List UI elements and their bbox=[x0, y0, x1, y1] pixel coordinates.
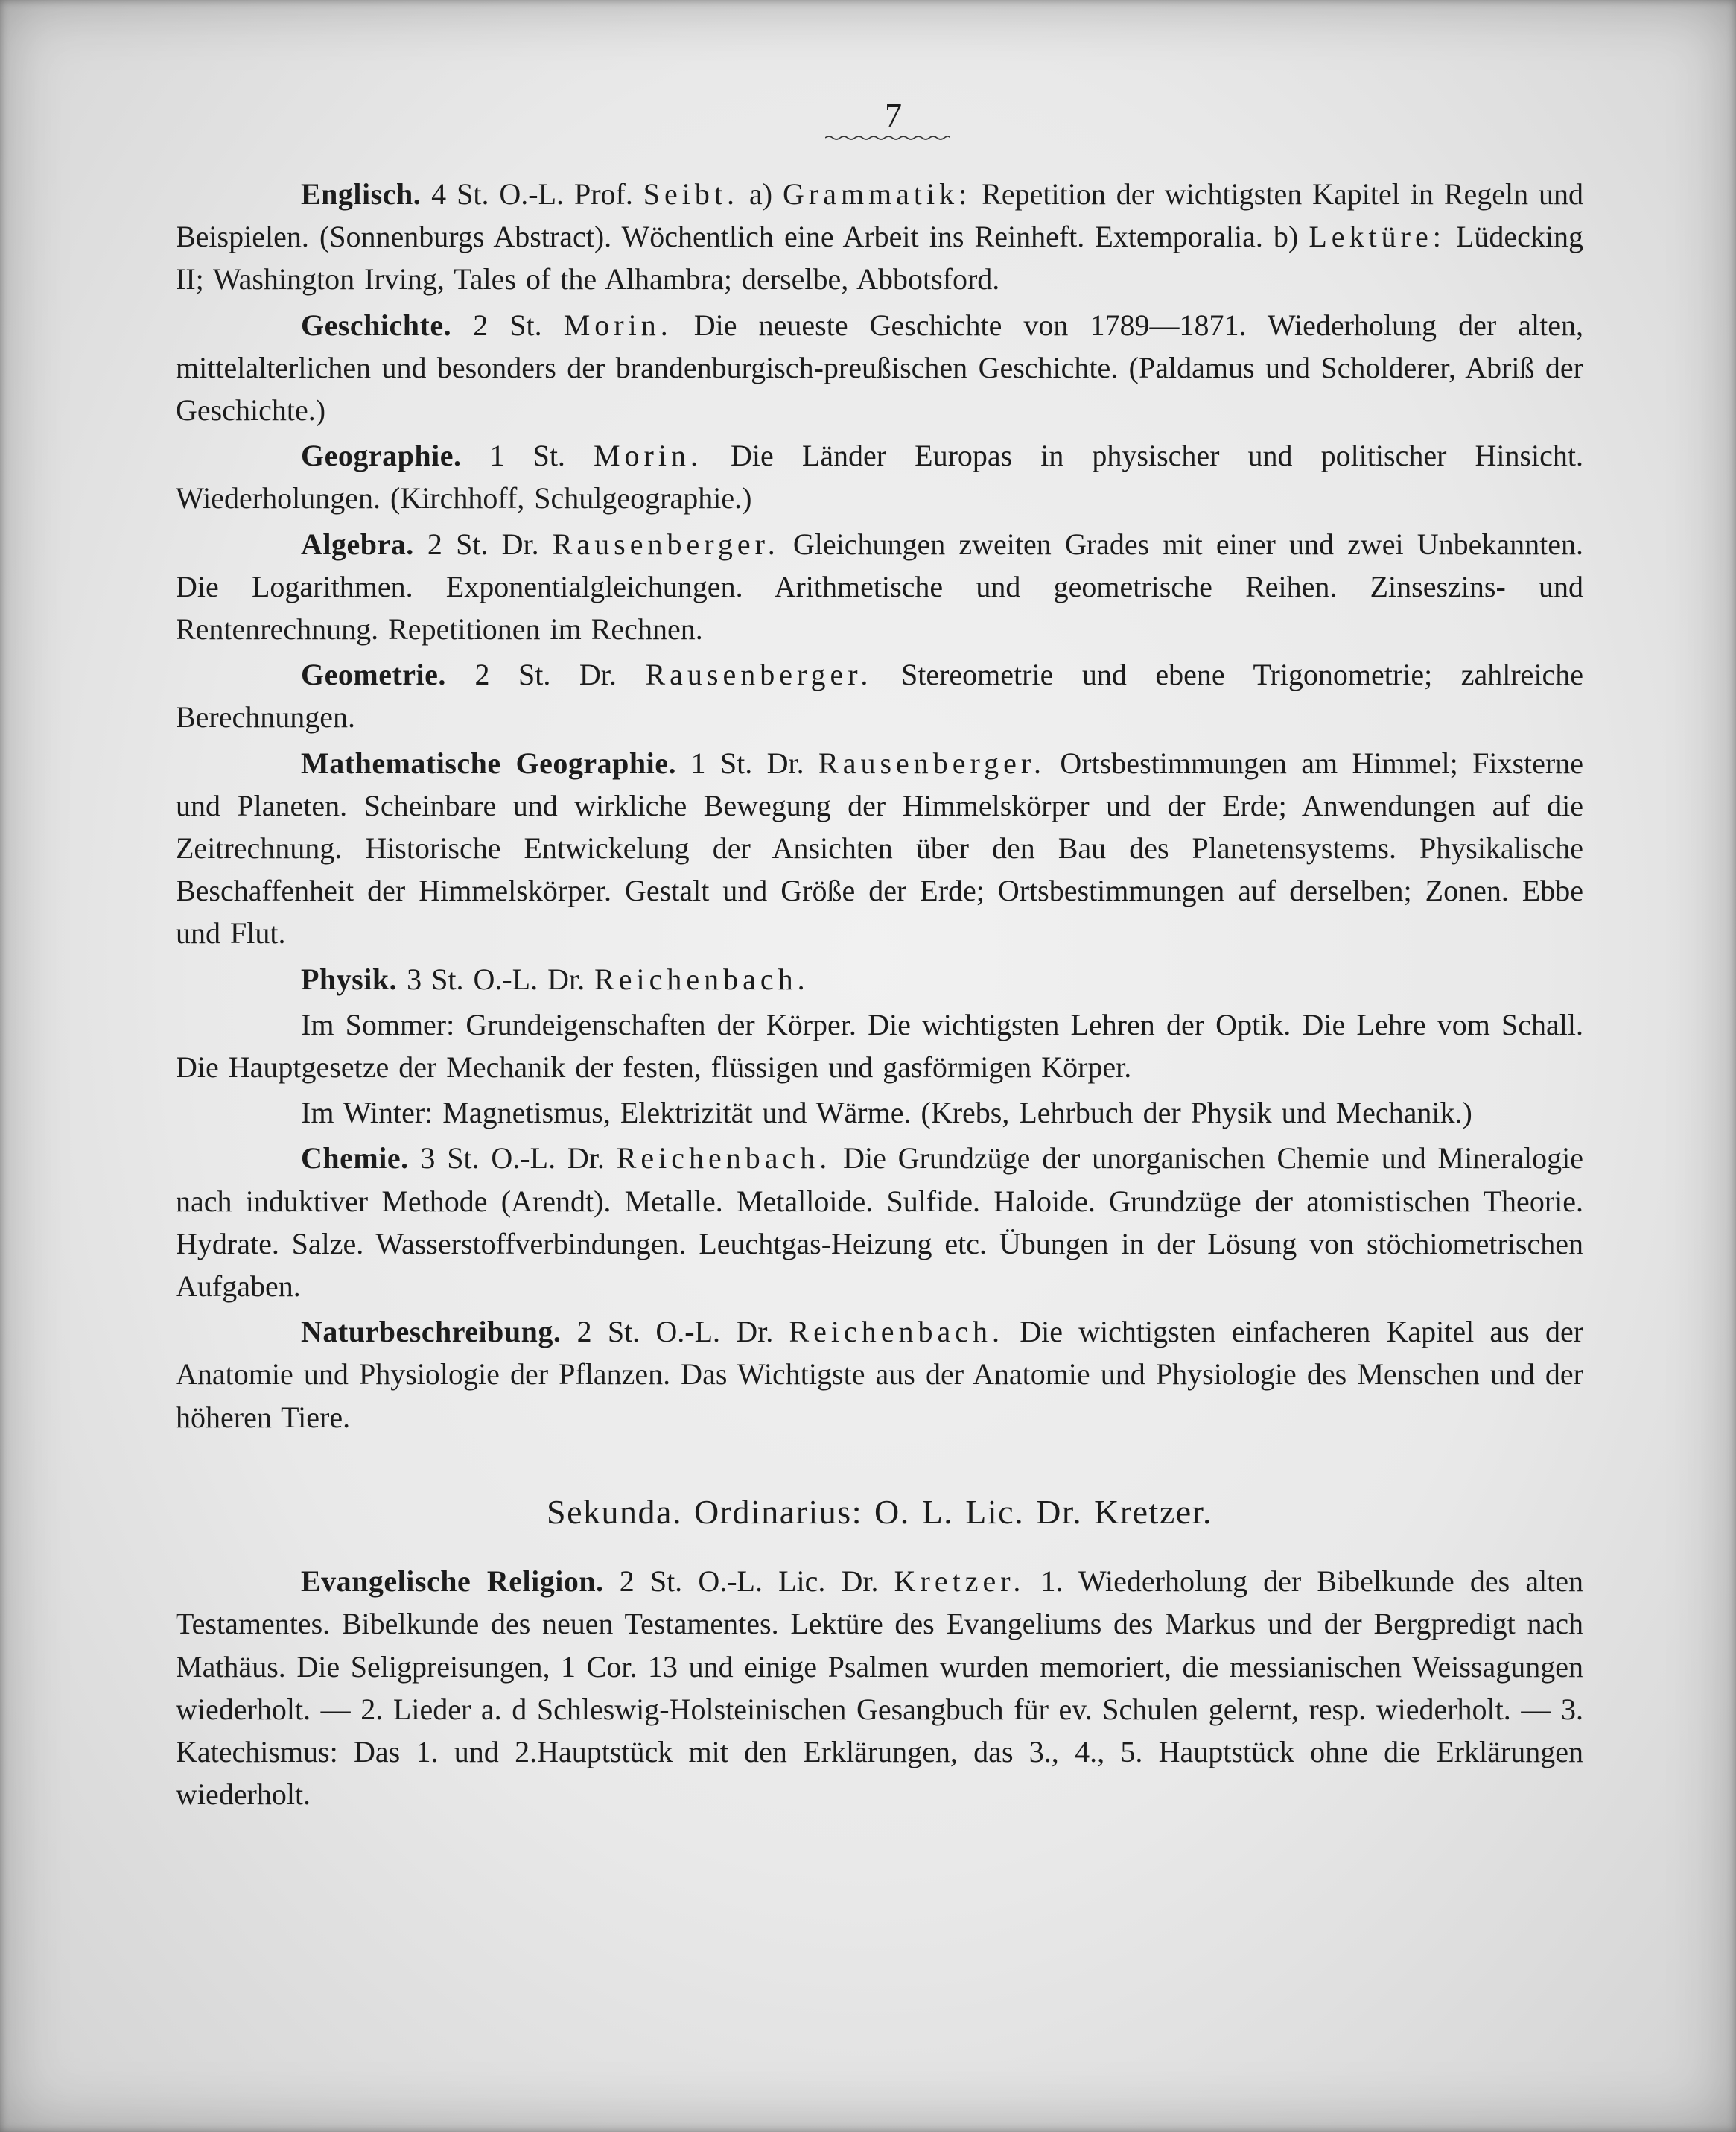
paragraph-physik-winter bbox=[176, 1091, 1583, 1134]
teacher-name: Rausenberger. bbox=[818, 746, 1046, 780]
paragraph-chemie bbox=[176, 1137, 1583, 1307]
paragraph-geographie bbox=[176, 434, 1583, 519]
hours: 2 St. bbox=[619, 1564, 683, 1599]
page-body bbox=[176, 173, 1583, 1818]
subject-heading: Mathematische Geographie. bbox=[301, 746, 677, 780]
paragraph-englisch bbox=[176, 173, 1583, 301]
paragraph-text: 1. Wiederholung der Bibelkunde des alten Testamentes. Bibelkunde des neuen Testamentes. Lektüre des Evangeliums des Markus und der Bergpredigt nach Mathäus. Die Seligpreisungen, 1 Cor. 13 und einige Psalmen wurden memoriert, die messianischen Weissagungen wiederholt. — 2. Lieder a. d Schleswig-Holsteinischen Gesangbuch für ev. Schulen gelernt, resp. wiederholt. — 3. Katechismus: Das 1. und 2.Hauptstück mit den Erklärungen, das 3., 4., 5. Hauptstück ohne die Erklärungen wiederholt. bbox=[176, 1564, 1584, 1812]
hours: 2 St. bbox=[474, 658, 551, 692]
teacher-name: Morin. bbox=[593, 439, 702, 473]
hours: 3 St. bbox=[420, 1141, 480, 1176]
teacher-title: Dr. bbox=[579, 658, 617, 692]
teacher-title: O.-L. Lic. Dr. bbox=[698, 1564, 879, 1599]
paragraph-text: Ortsbestimmungen am Himmel; Fixsterne und Planeten. Scheinbare und wirkliche Bewegung der Himmelskörper und der Erde; Anwendungen auf die Zeitrechnung. Historische Entwickelung der Ansichten über den Bau des Planetensystems. Physikalische Beschaffenheit der Himmelskörper. Gestalt und Größe der Erde; Ortsbestimmungen auf derselben; Zonen. Ebbe und Flut. bbox=[176, 746, 1583, 951]
hours: 4 St. bbox=[431, 177, 489, 211]
teacher-name: Seibt. bbox=[643, 177, 740, 211]
part-a-label: a) bbox=[748, 177, 773, 211]
hours: 1 St. bbox=[489, 439, 565, 473]
paragraph-text: Die wichtigsten einfacheren Kapitel aus der Anatomie und Physiologie der Pflanzen. Das Wichtigste aus der Anatomie und Physiologie des Menschen und der höheren Tiere. bbox=[176, 1315, 1584, 1434]
hours: 2 St. bbox=[473, 308, 542, 342]
subject-heading: Naturbeschreibung. bbox=[301, 1315, 562, 1349]
teacher-name: Reichenbach. bbox=[594, 962, 810, 996]
teacher-name: Rausenberger. bbox=[645, 658, 873, 692]
hours: 1 St. bbox=[690, 746, 753, 780]
paragraph-text: Die Länder Europas in physischer und politischer Hinsicht. Wiederholungen. (Kirchhoff, Schulgeographie.) bbox=[176, 439, 1584, 515]
paragraph-physik bbox=[176, 958, 1583, 1000]
subject-heading: Geographie. bbox=[301, 439, 462, 473]
subject-heading: Geschichte. bbox=[301, 308, 452, 342]
paragraph-text: Repetition der wichtigsten Kapitel in Regeln und Beispielen. (Sonnenburgs Abstract). Wöchentlich eine Arbeit ins Reinheft. Extemporalia. bbox=[176, 177, 1584, 254]
paragraph-algebra bbox=[176, 523, 1583, 651]
teacher-name: Reichenbach. bbox=[789, 1315, 1004, 1349]
hours: 3 St. bbox=[407, 962, 464, 996]
teacher-title: Dr. bbox=[501, 527, 539, 561]
page-number-ornament bbox=[825, 134, 950, 142]
teacher-title: O.-L. Dr. bbox=[473, 962, 585, 996]
teacher-title: Dr. bbox=[766, 746, 804, 780]
teacher-title: O.-L. Prof. bbox=[499, 177, 633, 211]
part-a-title: Grammatik: bbox=[782, 177, 972, 211]
paragraph-text: Die Grundzüge der unorganischen Chemie und Mineralogie nach induktiver Methode (Arendt). Metalle. Metalloide. Sulfide. Haloide. Grundzüge der atomistischen Theorie. Hydrate. Salze. Wasserstoffverbindungen. Leuchtgas-Heizung etc. Übungen in der Lösung von stöchiometrischen Aufgaben. bbox=[176, 1141, 1584, 1304]
teacher-name: Reichenbach. bbox=[616, 1141, 832, 1176]
hours: 2 St. bbox=[576, 1315, 640, 1349]
teacher-name: Rausenberger. bbox=[552, 527, 780, 561]
teacher-title: O.-L. Dr. bbox=[491, 1141, 605, 1176]
hours: 2 St. bbox=[427, 527, 489, 561]
subject-heading: Englisch. bbox=[301, 177, 422, 211]
page-number: 7 bbox=[885, 96, 903, 134]
teacher-name: Morin. bbox=[563, 308, 673, 342]
subject-heading: Algebra. bbox=[301, 527, 414, 561]
paragraph-geometrie bbox=[176, 653, 1583, 738]
part-b-title: Lektüre: bbox=[1309, 220, 1446, 254]
paragraph-text: Lüdecking II; Washington Irving, Tales of the Alhambra; derselbe, Abbotsford. bbox=[176, 220, 1583, 296]
paragraph-text: Die neueste Geschichte von 1789—1871. Wiederholung der alten, mittelalterlichen und besonders der brandenburgisch-preußischen Geschichte. (Paldamus und Scholderer, Abriß der Geschichte.) bbox=[176, 308, 1584, 428]
paragraph-evangelische-religion bbox=[176, 1560, 1583, 1815]
paragraph-text: Im Sommer: Grundeigenschaften der Körper. Die wichtigsten Lehren der Optik. Die Lehre vom Schall. Die Hauptgesetze der Mechanik der festen, flüssigen und gasförmigen Körper. bbox=[176, 1007, 1583, 1085]
subject-heading: Evangelische Religion. bbox=[301, 1564, 604, 1599]
paragraph-text: Im Winter: Magnetismus, Elektrizität und Wärme. (Krebs, Lehrbuch der Physik und Mechanik.) bbox=[301, 1096, 1472, 1130]
paragraph-text: Stereometrie und ebene Trigonometrie; zahlreiche Berechnungen. bbox=[176, 658, 1584, 735]
paragraph-text: Gleichungen zweiten Grades mit einer und zwei Unbekannten. Die Logarithmen. Exponentialgleichungen. Arithmetische und geometrische Reihen. Zinseszins- und Rentenrechnung. Repetitionen im Rechnen. bbox=[176, 527, 1584, 647]
paragraph-naturbeschreibung bbox=[176, 1310, 1583, 1438]
subject-heading: Geometrie. bbox=[301, 658, 446, 692]
part-b-label: b) bbox=[1273, 220, 1299, 254]
section-heading: Sekunda. Ordinarius: O. L. Lic. Dr. Kretzer. bbox=[547, 1492, 1212, 1531]
teacher-name: Kretzer. bbox=[894, 1564, 1026, 1599]
paragraph-mathematische-geographie bbox=[176, 742, 1583, 955]
subject-heading: Physik. bbox=[301, 962, 398, 996]
paragraph-geschichte bbox=[176, 304, 1583, 432]
subject-heading: Chemie. bbox=[301, 1141, 409, 1176]
teacher-title: O.-L. Dr. bbox=[655, 1315, 774, 1349]
paragraph-physik-sommer bbox=[176, 1003, 1583, 1088]
